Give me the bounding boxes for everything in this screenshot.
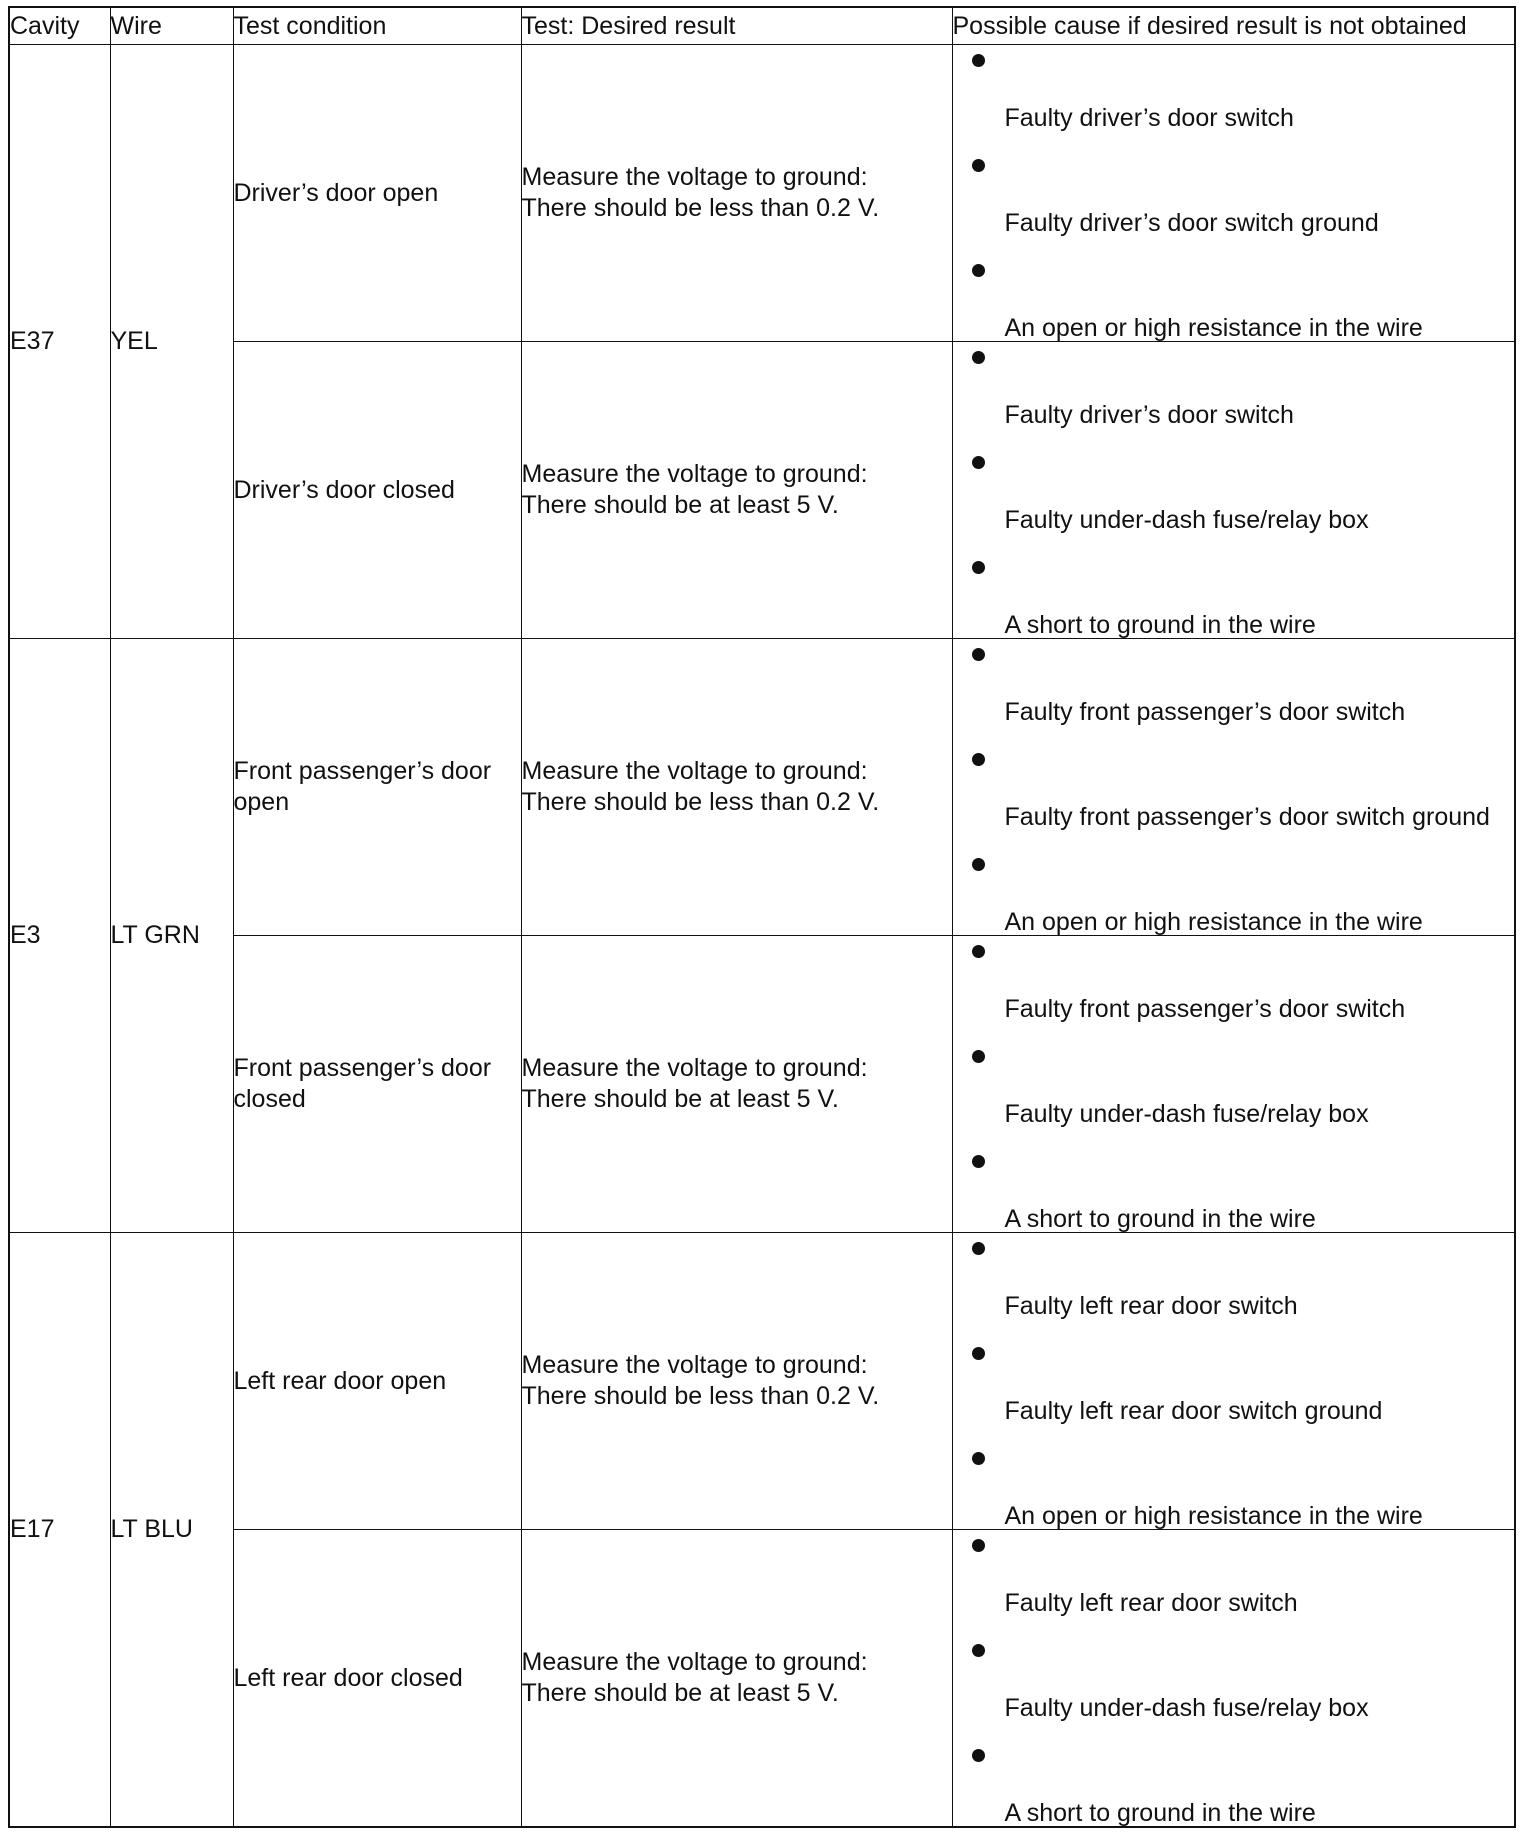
condition-cell: Front passenger’s door closed [233,936,521,1233]
condition-cell: Front passenger’s door open [233,639,521,936]
result-line: Measure the voltage to ground: [521,757,868,785]
bullet-icon [972,456,985,469]
bullet-icon [972,264,985,277]
cause-cell [952,1530,1515,1828]
cause-text: Faulty front passenger’s door switch ground [1004,803,1490,831]
table-row [9,342,1515,639]
cause-text: A short to ground in the wire [1004,1205,1316,1233]
cavity-cell: E3 [9,639,110,1233]
cause-cell [952,45,1515,342]
cause-cell [952,342,1515,639]
bullet-icon [972,1347,985,1360]
header-desired-result: Test: Desired result [521,7,952,45]
bullet-icon [972,561,985,574]
list-item [953,1530,1515,1635]
list-item [953,447,1515,552]
bullet-icon [972,1749,985,1762]
bullet-icon [972,1155,985,1168]
cause-text: Faulty driver’s door switch [1004,401,1294,429]
result-line: Measure the voltage to ground: [521,1054,868,1082]
list-item [953,1635,1515,1740]
cause-cell [952,1233,1515,1530]
bullet-icon [972,753,985,766]
cause-text: An open or high resistance in the wire [1004,908,1423,936]
cause-list [953,936,1515,1232]
cause-list [953,45,1515,341]
result-line: Measure the voltage to ground: [521,163,868,191]
header-test-condition: Test condition [233,7,521,45]
result-cell [521,936,952,1233]
cause-text: Faulty left rear door switch [1004,1292,1298,1320]
wire-cell: LT GRN [110,639,233,1233]
bullet-icon [972,858,985,871]
bullet-icon [972,54,985,67]
result-line: There should be at least 5 V. [521,1085,839,1113]
list-item [953,744,1515,849]
cause-list [953,639,1515,935]
cause-text: Faulty driver’s door switch ground [1004,209,1379,237]
cause-text: Faulty front passenger’s door switch [1004,698,1406,726]
header-wire: Wire [110,7,233,45]
bullet-icon [972,1050,985,1063]
condition-cell: Driver’s door open [233,45,521,342]
cause-list [953,342,1515,638]
bullet-icon [972,1242,985,1255]
header-possible-cause: Possible cause if desired result is not obtained [952,7,1515,45]
wire-cell: LT BLU [110,1233,233,1828]
table-row [9,639,1515,936]
list-item [953,342,1515,447]
cause-text: Faulty left rear door switch ground [1004,1397,1383,1425]
cause-text: A short to ground in the wire [1004,1799,1316,1827]
bullet-icon [972,945,985,958]
cause-text: Faulty under-dash fuse/relay box [1004,1100,1369,1128]
cause-text: Faulty driver’s door switch [1004,104,1294,132]
test-table [8,6,1516,1828]
result-line: Measure the voltage to ground: [521,460,868,488]
list-item [953,936,1515,1041]
list-item [953,639,1515,744]
bullet-icon [972,1644,985,1657]
condition-cell: Left rear door open [233,1233,521,1530]
result-cell [521,1530,952,1828]
cause-text: A short to ground in the wire [1004,611,1316,639]
cause-cell [952,936,1515,1233]
cavity-cell: E17 [9,1233,110,1828]
result-line: Measure the voltage to ground: [521,1648,868,1676]
cause-cell [952,639,1515,936]
header-row [9,7,1515,45]
bullet-icon [972,1539,985,1552]
cause-text: Faulty under-dash fuse/relay box [1004,506,1369,534]
result-cell [521,45,952,342]
condition-cell: Left rear door closed [233,1530,521,1828]
table-row [9,936,1515,1233]
bullet-icon [972,159,985,172]
cause-text: Faulty left rear door switch [1004,1589,1298,1617]
cause-text: An open or high resistance in the wire [1004,1502,1423,1530]
result-line: There should be less than 0.2 V. [521,788,880,816]
result-cell [521,342,952,639]
bullet-icon [972,648,985,661]
table-row [9,45,1515,342]
table-row [9,1530,1515,1828]
result-line: There should be at least 5 V. [521,1679,839,1707]
result-line: Measure the voltage to ground: [521,1351,868,1379]
table-row [9,1233,1515,1530]
result-line: There should be at least 5 V. [521,491,839,519]
list-item [953,1740,1515,1845]
cause-text: Faulty under-dash fuse/relay box [1004,1694,1369,1722]
list-item [953,1338,1515,1443]
list-item [953,1041,1515,1146]
result-line: There should be less than 0.2 V. [521,194,880,222]
condition-cell: Driver’s door closed [233,342,521,639]
result-line: There should be less than 0.2 V. [521,1382,880,1410]
bullet-icon [972,351,985,364]
result-cell [521,1233,952,1530]
cause-text: Faulty front passenger’s door switch [1004,995,1406,1023]
wire-cell: YEL [110,45,233,639]
list-item [953,45,1515,150]
cavity-cell: E37 [9,45,110,639]
cause-list [953,1530,1515,1826]
bullet-icon [972,1452,985,1465]
list-item [953,1233,1515,1338]
result-cell [521,639,952,936]
header-cavity: Cavity [9,7,110,45]
list-item [953,150,1515,255]
cause-text: An open or high resistance in the wire [1004,314,1423,342]
cause-list [953,1233,1515,1529]
